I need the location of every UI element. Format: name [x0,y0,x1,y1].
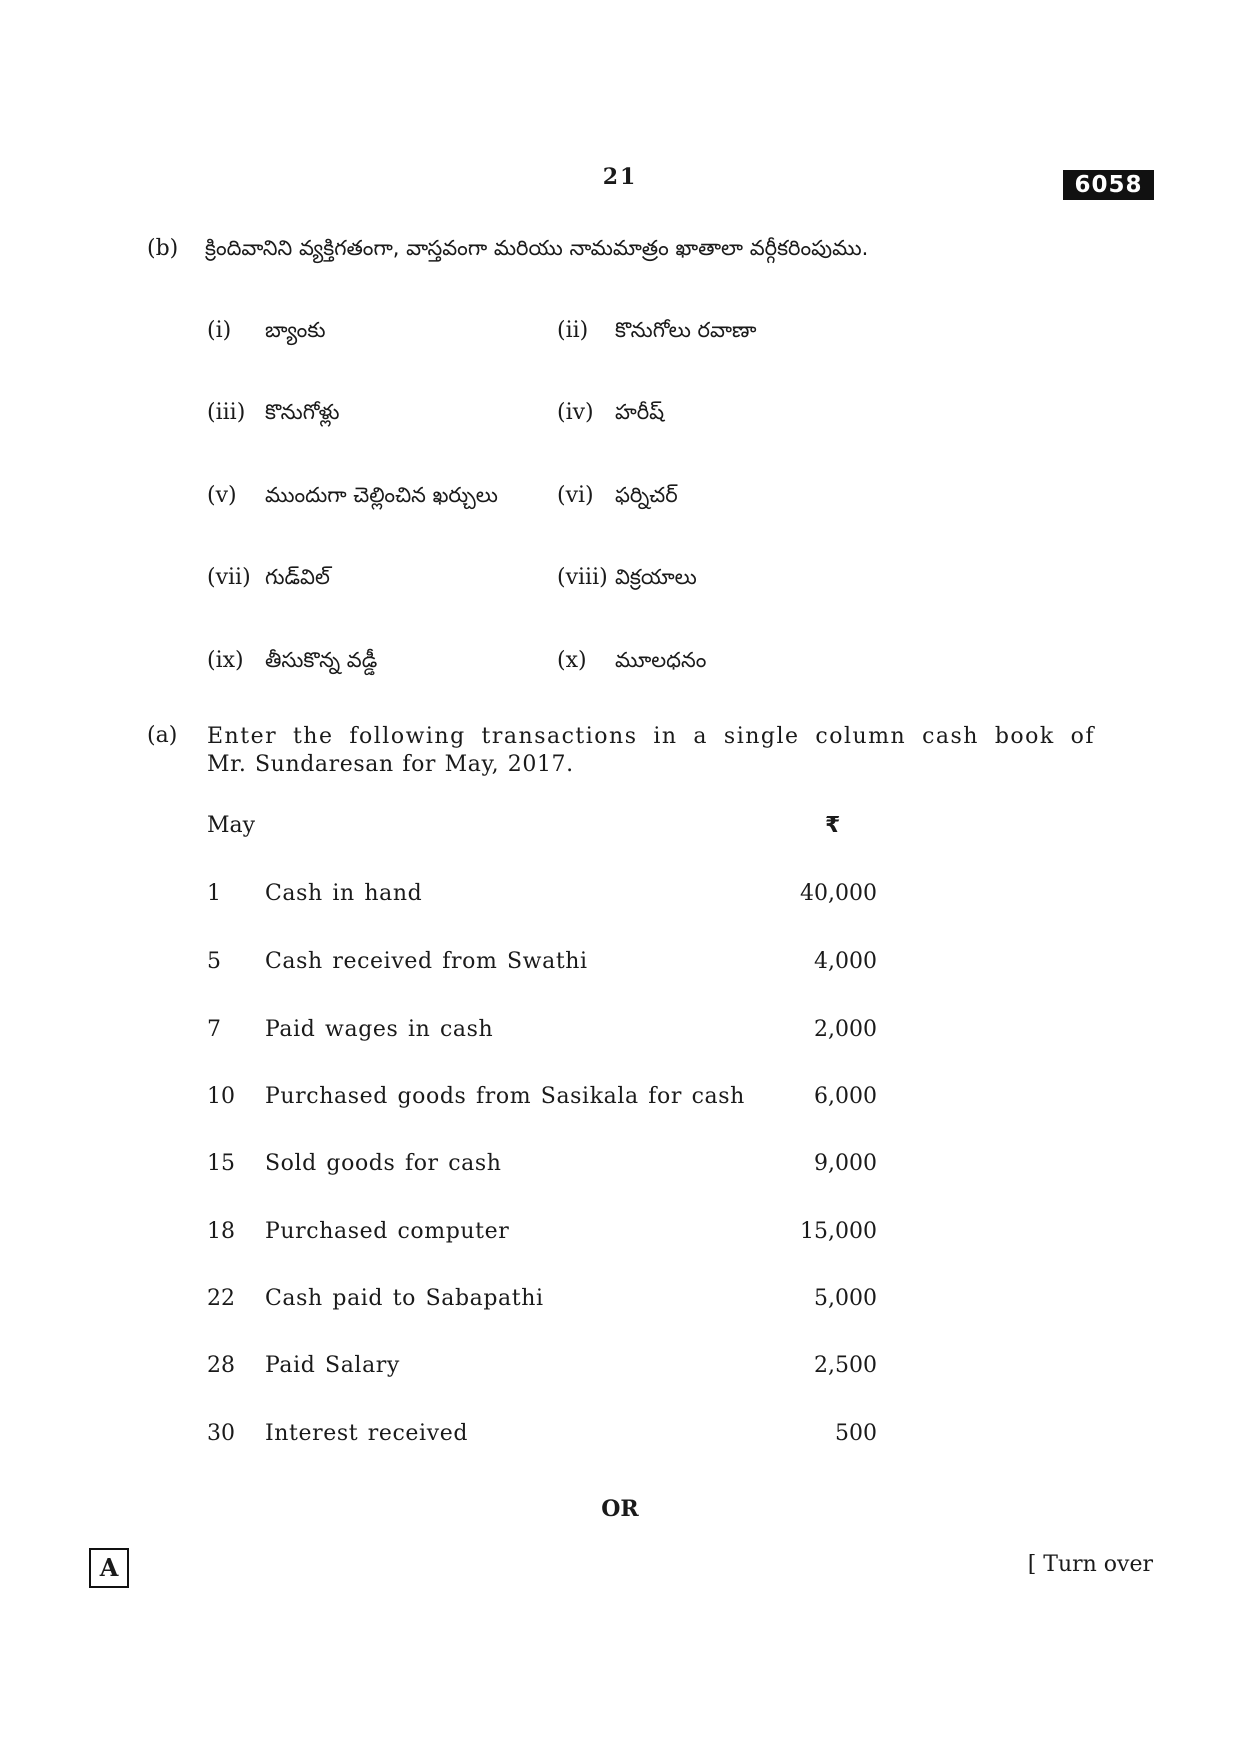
paper-code-badge: 6058 [1063,170,1154,200]
item-number: (ix) [207,648,244,673]
item-text: గుడ్‌విల్ [265,565,330,589]
item-number: (viii) [557,565,608,590]
turn-over-note: [ Turn over [1027,1552,1153,1577]
item-text: ఫర్నిచర్ [615,483,678,507]
item-text: కొనుగోళ్లు [265,400,340,424]
item-number: (iii) [207,400,246,425]
currency-header: ₹ [825,813,841,838]
transaction-description: Interest received [265,1421,469,1446]
transaction-day: 5 [207,949,221,974]
transaction-amount: 6,000 [814,1084,877,1109]
item-number: (x) [557,648,587,673]
transaction-amount: 500 [835,1421,877,1446]
transaction-day: 15 [207,1151,235,1176]
item-text: బ్యాంకు [265,318,326,342]
transaction-day: 30 [207,1421,235,1446]
transaction-description: Paid Salary [265,1353,400,1378]
transaction-amount: 40,000 [800,881,877,906]
transaction-amount: 2,500 [814,1353,877,1378]
transaction-day: 10 [207,1084,235,1109]
question-a-line-2: Mr. Sundaresan for May, 2017. [207,752,574,777]
transaction-description: Sold goods for cash [265,1151,502,1176]
transaction-amount: 2,000 [814,1017,877,1042]
transaction-description: Cash in hand [265,881,423,906]
transaction-description: Cash paid to Sabapathi [265,1286,544,1311]
question-a-line-1: Enter the following transactions in a single column cash book of [207,724,1095,749]
transaction-description: Paid wages in cash [265,1017,494,1042]
transaction-description: Purchased computer [265,1219,510,1244]
item-text: తీసుకొన్న వడ్డీ [265,648,378,672]
or-separator: OR [601,1496,639,1522]
item-text: కొనుగోలు రవాణా [615,318,757,342]
transaction-day: 1 [207,881,221,906]
transaction-description: Purchased goods from Sasikala for cash [265,1084,745,1109]
question-a-text [207,723,1095,779]
transaction-amount: 4,000 [814,949,877,974]
transaction-amount: 9,000 [814,1151,877,1176]
version-box: A [89,1548,129,1588]
transaction-amount: 15,000 [800,1219,877,1244]
question-b-text: క్రిందివానిని వ్యక్తిగతంగా, వాస్తవంగా మరియు నామమాత్రం ఖాతాలా వర్గీకరింపుము. [205,236,869,260]
question-b-label: (b) [147,236,179,261]
item-number: (vi) [557,483,594,508]
transaction-description: Cash received from Swathi [265,949,588,974]
item-text: మూలధనం [615,648,707,672]
item-text: విక్రయాలు [615,565,697,589]
page-number: 21 [602,164,638,190]
transaction-day: 7 [207,1017,221,1042]
item-number: (ii) [557,318,589,343]
item-number: (v) [207,483,237,508]
item-text: హరీష్ [615,400,665,424]
item-number: (i) [207,318,232,343]
transaction-day: 18 [207,1219,235,1244]
item-number: (vii) [207,565,251,590]
month-header: May [207,813,256,838]
question-a-label: (a) [147,723,178,748]
transaction-amount: 5,000 [814,1286,877,1311]
transaction-day: 28 [207,1353,235,1378]
item-number: (iv) [557,400,594,425]
transaction-day: 22 [207,1286,235,1311]
item-text: ముందుగా చెల్లించిన ఖర్చులు [265,483,498,507]
